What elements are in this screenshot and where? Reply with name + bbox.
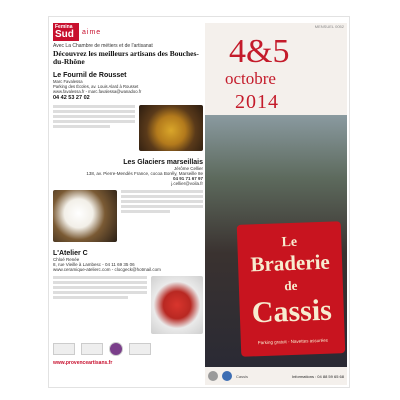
shop1-owner: Marc Favalessa xyxy=(53,79,83,84)
braderie-poster xyxy=(205,23,347,385)
shop2-body-text xyxy=(121,190,203,242)
femina-sud-logo xyxy=(53,23,79,41)
brand-name: Sud xyxy=(55,29,74,40)
magazine-page xyxy=(48,16,350,388)
sponsor-logo-1 xyxy=(208,371,218,381)
bag-braderie: Braderie xyxy=(250,249,331,277)
headline: Découvrez les meilleurs artisans des Bouches-du-Rhône xyxy=(53,49,199,66)
event-date: 4&5 xyxy=(229,33,290,70)
partner-logo-1 xyxy=(53,343,75,355)
cassis-logo: Cassis xyxy=(236,373,249,379)
ice-cream-photo xyxy=(53,190,117,242)
partner-logo-2 xyxy=(81,343,103,355)
ceramics-photo xyxy=(151,276,203,334)
shop1-address: Parking des Écoles, av. Louis Alard à Rousset xyxy=(53,84,139,89)
website-url: www.provenceartisans.fr xyxy=(53,360,113,366)
shop1-body-text xyxy=(53,105,135,151)
poster-footer xyxy=(205,367,347,385)
shop1-row xyxy=(53,105,203,151)
shop2-owner: Jérôme Cellier xyxy=(173,166,203,171)
shop1-title: Le Fournil de Rousset xyxy=(53,72,127,79)
partner-logo-3 xyxy=(109,342,123,356)
issue-label: MENSUEL 0052 xyxy=(314,24,344,29)
shop2-phone: 04 91 71 67 97 xyxy=(172,176,203,181)
brand-prefix: Femina xyxy=(55,24,73,30)
bag-le: Le xyxy=(281,234,298,251)
shop2-title: Les Glaciers marseillais xyxy=(123,159,203,166)
shop3-title: L'Atelier C xyxy=(53,250,88,257)
sponsor-logo-2 xyxy=(222,371,232,381)
shop2-address: 138, av. Pierre-Mendès France, cocoa Borély, Marseille 8e xyxy=(86,171,203,176)
shop3-row xyxy=(53,276,203,334)
partner-logo-4 xyxy=(129,343,151,355)
info-line: Informations : 04 88 59 65 68 xyxy=(291,373,344,379)
shop2-row xyxy=(53,190,203,242)
shop3-web: www.ceramique-atelierc.com - clocgeck@hotmail.com xyxy=(53,267,161,272)
shop1-phone: 04 42 53 27 02 xyxy=(53,95,90,101)
shop1-web: www.favalessa.fr - marc.favalessa@wanadoo.fr xyxy=(53,89,142,94)
brand-suffix: aime xyxy=(82,28,102,36)
bag-cassis: Cassis xyxy=(251,293,333,330)
shop3-address: 8, rue Vieille à Lambesc - 04 11 69 35 06 xyxy=(53,262,135,267)
bag-note: Parking gratuit - Navettes assurées xyxy=(257,337,329,346)
intro-text: Avec La Chambre de métiers et de l'artisanat xyxy=(53,43,153,49)
cake-photo xyxy=(139,105,203,151)
shop3-owner: Chloé Renée xyxy=(53,257,80,262)
event-month: octobre xyxy=(225,69,276,88)
partner-logos xyxy=(53,342,203,356)
event-year: 2014 xyxy=(235,91,279,113)
brand-header xyxy=(53,23,203,41)
shopping-bag xyxy=(237,221,346,357)
shop2-email: j.cellier@voila.fr xyxy=(171,181,203,186)
shop3-body-text xyxy=(53,276,147,334)
artisans-column xyxy=(53,23,203,387)
bag-de: de xyxy=(284,277,298,294)
